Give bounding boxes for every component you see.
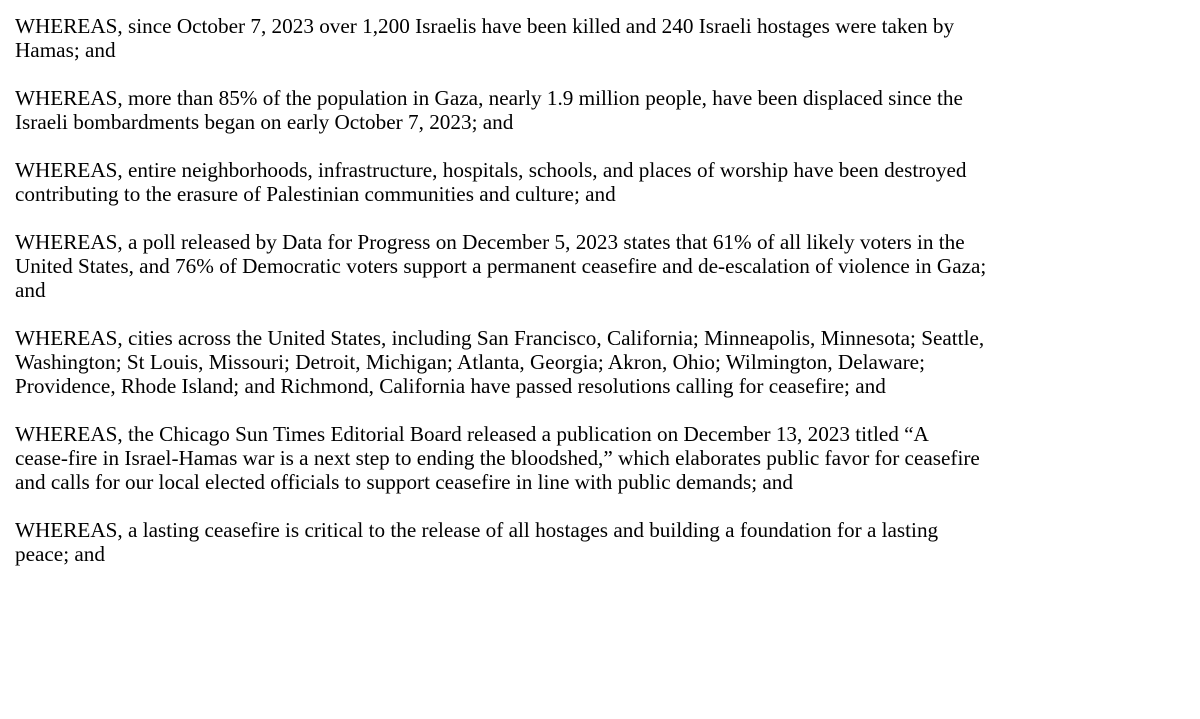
clause-line: cease-fire in Israel-Hamas war is a next step to ending the bloodshed,” which elaborates public favor for ceasefire	[15, 446, 980, 470]
clause-line: WHEREAS, the Chicago Sun Times Editorial Board released a publication on December 13, 2023 titled “A	[15, 422, 929, 446]
whereas-clause-7	[15, 518, 1195, 566]
clause-line: Washington; St Louis, Missouri; Detroit, Michigan; Atlanta, Georgia; Akron, Ohio; Wilmington, Delaware;	[15, 350, 925, 374]
clause-line: and calls for our local elected officials to support ceasefire in line with public demands; and	[15, 470, 793, 494]
clause-line: and	[15, 278, 46, 302]
clause-line: WHEREAS, a lasting ceasefire is critical to the release of all hostages and building a foundation for a lasting	[15, 518, 939, 542]
clause-line: WHEREAS, cities across the United States, including San Francisco, California; Minneapolis, Minnesota; Seattle,	[15, 326, 985, 350]
whereas-clause-4	[15, 230, 1195, 302]
clause-line: WHEREAS, entire neighborhoods, infrastructure, hospitals, schools, and places of worship have been destroyed	[15, 158, 967, 182]
clause-line: Providence, Rhode Island; and Richmond, California have passed resolutions calling for ceasefire; and	[15, 374, 886, 398]
whereas-clause-1	[15, 14, 1195, 62]
whereas-clause-2	[15, 86, 1195, 134]
clause-line: Israeli bombardments began on early October 7, 2023; and	[15, 110, 514, 134]
clause-line: peace; and	[15, 542, 105, 566]
resolution-document	[15, 14, 1195, 590]
clause-line: Hamas; and	[15, 38, 116, 62]
clause-line: WHEREAS, since October 7, 2023 over 1,200 Israelis have been killed and 240 Israeli hostages were taken by	[15, 14, 955, 38]
clause-line: WHEREAS, more than 85% of the population in Gaza, nearly 1.9 million people, have been displaced since the	[15, 86, 963, 110]
clause-line: United States, and 76% of Democratic voters support a permanent ceasefire and de-escalation of violence in Gaza;	[15, 254, 987, 278]
whereas-clause-3	[15, 158, 1195, 206]
clause-line: contributing to the erasure of Palestinian communities and culture; and	[15, 182, 616, 206]
clause-line: WHEREAS, a poll released by Data for Progress on December 5, 2023 states that 61% of all likely voters in the	[15, 230, 965, 254]
whereas-clause-6	[15, 422, 1195, 494]
whereas-clause-5	[15, 326, 1195, 398]
